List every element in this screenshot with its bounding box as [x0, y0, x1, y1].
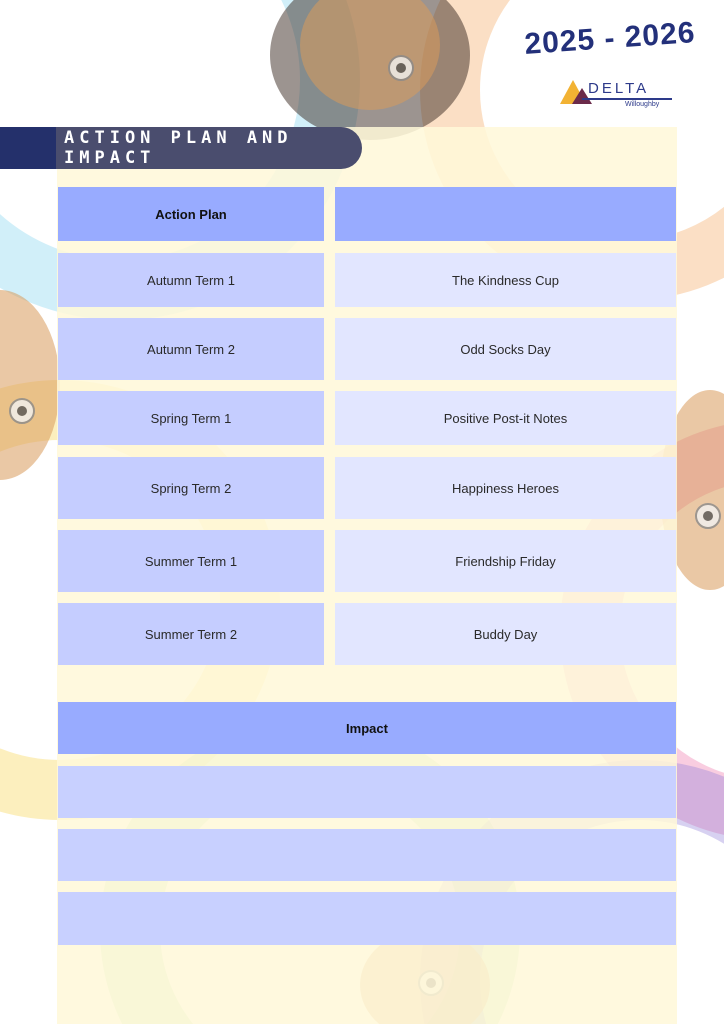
logo-underline: [582, 98, 672, 100]
activity-cell: Friendship Friday: [335, 530, 676, 592]
impact-row[interactable]: [58, 829, 676, 881]
impact-header: Impact: [58, 702, 676, 754]
impact-row[interactable]: [58, 892, 676, 945]
impact-row[interactable]: [58, 766, 676, 818]
action-plan-header-right: [335, 187, 676, 241]
activity-cell: Positive Post-it Notes: [335, 391, 676, 445]
term-cell: Spring Term 2: [58, 457, 324, 519]
term-cell: Spring Term 1: [58, 391, 324, 445]
activity-cell: Buddy Day: [335, 603, 676, 665]
page-title: ACTION PLAN AND IMPACT: [64, 128, 293, 168]
term-cell: Summer Term 2: [58, 603, 324, 665]
title-band: [0, 127, 362, 169]
activity-cell: Odd Socks Day: [335, 318, 676, 380]
delta-logo: [520, 16, 700, 120]
activity-cell: Happiness Heroes: [335, 457, 676, 519]
term-cell: Summer Term 1: [58, 530, 324, 592]
term-cell: Autumn Term 1: [58, 253, 324, 307]
term-cell: Autumn Term 2: [58, 318, 324, 380]
activity-cell: The Kindness Cup: [335, 253, 676, 307]
logo-subtitle: Willoughby: [625, 101, 660, 108]
action-plan-header: Action Plan: [58, 187, 324, 241]
title-accent: [0, 127, 56, 169]
year-label: 2025 - 2026: [523, 16, 697, 61]
logo-name: DELTA: [588, 80, 650, 97]
